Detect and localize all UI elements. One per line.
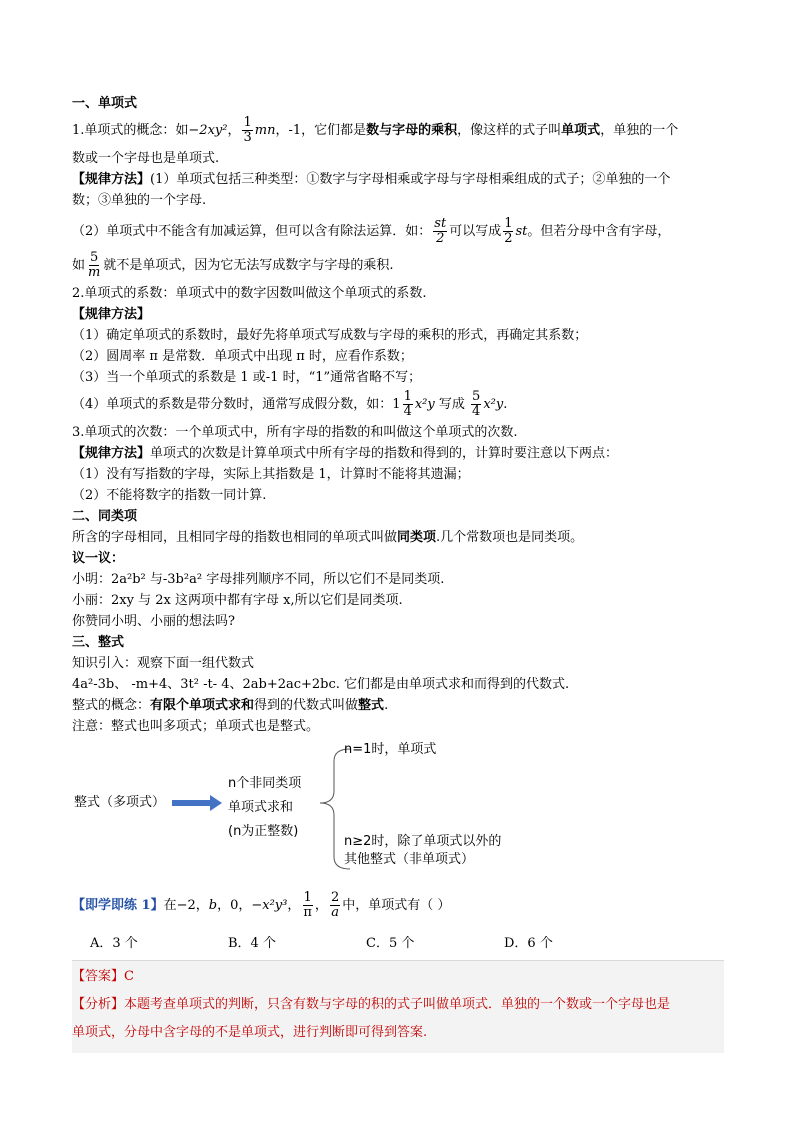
concept-example-2: mn	[254, 123, 276, 138]
concept-bold-text: 单项式	[561, 123, 601, 138]
fraction-numerator: 5	[90, 250, 99, 265]
concept-fraction	[242, 116, 252, 145]
answer-label: 【答案】	[72, 969, 125, 984]
section1-heading: 一、单项式	[72, 96, 138, 111]
rule-2	[72, 215, 724, 249]
monomial-concept: 1.单项式的概念：如−2xy²， $\frac{1}{3}$ mn，-1，它们都是数与字母的乘积，像这样的式子叫单项式，单独的一个	[72, 115, 679, 145]
answer-box	[72, 960, 724, 1053]
concept-text: ，单独的一个	[600, 123, 679, 138]
analysis-label: 【分析】	[72, 997, 125, 1012]
rule-text: 单项式的次数是计算单项式中所有字母的指数和得到的，计算时要注意以下两点：	[150, 446, 619, 461]
fraction-denominator: 2	[504, 231, 513, 246]
document-page	[72, 93, 724, 1053]
fraction-denominator: 3	[243, 130, 252, 145]
fraction-numerator: 5	[472, 389, 481, 404]
degree-rule-2: （2）不能将数字的指数一同计算.	[72, 488, 267, 503]
question-text: 中，单项式有（ ）	[342, 898, 451, 913]
concept-example-1: −2xy²	[188, 123, 228, 138]
rule-3-label: 【规律方法】	[72, 307, 151, 322]
mixed-whole: 1	[392, 397, 401, 412]
diagram-integer-label: 整式（多项式）	[74, 795, 166, 810]
analysis-text: 本题考查单项式的判断，只含有数与字母的积的式子叫做单项式．单独的一个数或一个字母也是	[124, 997, 671, 1012]
option-c[interactable]: C．5 个	[366, 936, 415, 951]
rule-4	[72, 443, 724, 464]
fraction-denominator: m	[88, 265, 101, 280]
rule-label: 【规律方法】	[72, 446, 151, 461]
fraction-tail: x²y	[414, 397, 435, 412]
fraction-numerator: 1	[403, 389, 412, 404]
fraction-numerator: 1	[504, 216, 513, 231]
coef-rule-4	[72, 388, 724, 422]
discuss-label: 议一议：	[72, 551, 125, 566]
diagram-mid-line-2: 单项式求和	[228, 800, 294, 815]
concept-line-2: 数或一个字母也是单项式.	[72, 151, 220, 166]
concept-bold-text: 有限个单项式求和	[150, 698, 255, 713]
fraction-numerator: st	[434, 216, 447, 231]
rule-text: 如	[72, 258, 86, 273]
fraction-numerator: 1	[303, 890, 312, 905]
section3-heading: 三、整式	[72, 635, 125, 650]
question-fraction-2	[330, 891, 340, 920]
diagram-mid-line-3: (n为正整数)	[228, 824, 299, 839]
question-term: b	[208, 898, 218, 913]
analysis-line-1	[72, 991, 724, 1019]
concept-text: ，-1，它们都是	[275, 123, 367, 138]
rule2-fraction-1	[433, 217, 447, 246]
question-fraction-1	[302, 891, 313, 920]
xiaoli-statement: 小丽：2xy 与 2x 这两项中都有字母 x,所以它们是同类项.	[72, 593, 403, 608]
def-bold-text: 同类项	[397, 530, 437, 545]
rule-text: (1）单项式包括三种类型：①数字与字母相乘或字母与字母相乘组成的式子；②单独的一个	[150, 172, 671, 187]
option-b[interactable]: B．4 个	[228, 936, 276, 951]
rule-1-line-2: 数；③单独的一个字母.	[72, 193, 207, 208]
coef-rule-1: （1）确定单项式的系数时，最好先将单项式写成数与字母的乘积的形式，再确定其系数；	[72, 328, 588, 343]
like-terms-definition	[72, 527, 724, 548]
rule-text: 写成	[438, 397, 465, 412]
xiaoming-statement: 小明：2a²b² 与-3b²a² 字母排列顺序不同，所以它们不是同类项.	[72, 572, 445, 587]
rule-text: .	[503, 397, 508, 412]
improper-fraction	[471, 390, 481, 419]
answer-value: C	[124, 969, 134, 984]
rule-1	[72, 169, 724, 190]
degree-rule-1: （1）没有写指数的字母，实际上其指数是 1，计算时不能将其遗漏；	[72, 467, 470, 482]
rule-text: （2）单项式中不能含有加减运算，但可以含有除法运算．如：	[72, 224, 432, 239]
def-text: 所含的字母相同，且相同字母的指数也相同的单项式叫做	[72, 530, 398, 545]
exercise-label: 【即学即练 1】	[72, 898, 164, 913]
question-term: −x²y³	[251, 898, 288, 913]
diagram-n1-label: n=1时，单项式	[344, 742, 437, 757]
degree-title: 3.单项式的次数：一个单项式中，所有字母的指数的和叫做这个单项式的次数.	[72, 425, 518, 440]
diagram-n2-label-2: 其他整式（非单项式）	[344, 852, 475, 867]
rule2-fraction-2	[503, 217, 513, 246]
concept-text: ，像这样的式子叫	[457, 123, 562, 138]
fraction-denominator: 4	[472, 404, 481, 419]
expression-list: 4a²-3b、 -m+4、3t² -t- 4、2ab+2ac+2bc. 它们都是由单项式求和而得到的代数式.	[72, 677, 570, 692]
fraction-numerator: 2	[330, 890, 340, 905]
fraction-denominator: π	[303, 905, 312, 920]
discuss-question: 你赞同小明、小丽的想法吗?	[72, 614, 235, 629]
rule-label: 【规律方法】	[72, 172, 151, 187]
rule-text: 。但若分母中含有字母，	[527, 224, 671, 239]
exercise-options	[72, 933, 724, 954]
answer-line	[72, 963, 724, 991]
concept-bold-text: 数与字母的乘积	[366, 123, 458, 138]
diagram-arrow	[172, 795, 222, 811]
coefficient-title: 2.单项式的系数：单项式中的数字因数叫做这个单项式的系数.	[72, 286, 427, 301]
fraction-denominator: 2	[436, 231, 445, 246]
polynomial-diagram	[72, 741, 724, 879]
concept-text: .	[384, 698, 389, 713]
exercise-question: 【即学即练 1】在−2，b，0，−x²y³， $\frac{1}{\pi}$ ， $\frac{2}{a}$ 中，单项式有（ ）	[72, 890, 451, 920]
fraction-tail: x²y	[483, 397, 504, 412]
question-text: 在−2，	[163, 898, 209, 913]
concept-bold-text: 整式	[358, 698, 385, 713]
concept-text: 得到的代数式叫做	[254, 698, 359, 713]
coef-rule-2: （2）圆周率 π 是常数．单项式中出现 π 时，应看作系数；	[72, 349, 413, 364]
diagram-mid-line-1: n个非同类项	[228, 776, 302, 791]
rule-text: （4）单项式的系数是带分数时，通常写成假分数，如：	[72, 397, 393, 412]
knowledge-intro: 知识引入：观察下面一组代数式	[72, 656, 255, 671]
def-text: .几个常数项也是同类项。	[436, 530, 584, 545]
section2-heading: 二、同类项	[72, 509, 138, 524]
diagram-n2-label-1: n≥2时，除了单项式以外的	[344, 834, 502, 849]
question-text: ，0，	[217, 898, 252, 913]
concept-text: 1.单项式的概念：如	[72, 123, 189, 138]
coef-rule-3: （3）当一个单项式的系数是 1 或-1 时，“1”通常省略不写；	[72, 370, 422, 385]
fraction-numerator: 1	[243, 115, 252, 130]
mixed-fraction	[403, 390, 413, 419]
analysis-line-2: 单项式，分母中含字母的不是单项式，进行判断即可得到答案.	[72, 1025, 428, 1040]
option-a[interactable]: A．3 个	[90, 936, 138, 951]
rule2b-fraction	[87, 251, 101, 280]
polynomial-note: 注意：整式也叫多项式；单项式也是整式。	[72, 719, 320, 734]
fraction-tail: st	[515, 224, 528, 239]
fraction-denominator: a	[331, 905, 339, 920]
rule-2-line-2	[72, 249, 724, 283]
rule-text: 可以写成	[449, 224, 502, 239]
fraction-denominator: 4	[403, 404, 412, 419]
rule-text: 就不是单项式，因为它无法写成数字与字母的乘积.	[103, 258, 394, 273]
concept-text: 整式的概念：	[72, 698, 151, 713]
polynomial-concept	[72, 695, 724, 716]
option-d[interactable]: D．6 个	[504, 936, 553, 951]
